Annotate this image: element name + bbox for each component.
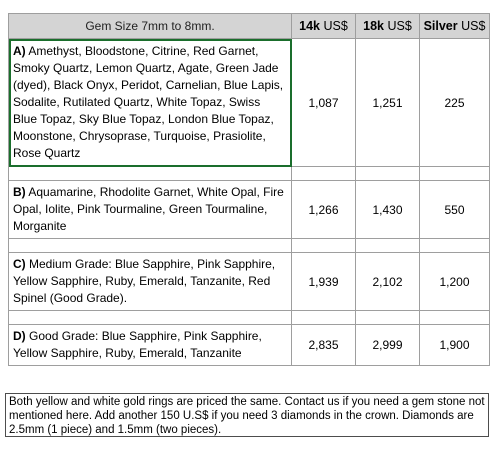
row-c-price-14k[interactable]: 1,939 [292, 253, 356, 311]
gem-size-header: Gem Size 7mm to 8mm. [9, 14, 292, 39]
row-a-price-14k[interactable]: 1,087 [292, 39, 356, 167]
row-a-description-cell[interactable] [9, 39, 292, 167]
header-silver [420, 14, 490, 39]
spacer-row [9, 311, 490, 325]
table-row-c [9, 253, 490, 311]
header-18k-unit: US$ [387, 19, 412, 33]
header-14k-metal: 14k [299, 19, 321, 33]
row-d-price-14k[interactable]: 2,835 [292, 325, 356, 366]
header-18k [356, 14, 420, 39]
table-row-b [9, 181, 490, 239]
row-c-description: Medium Grade: Blue Sapphire, Pink Sapphire, Yellow Sapphire, Ruby, Emerald, Tanzanite, Red Spinel (Good Grade). [13, 257, 276, 305]
row-b-price-14k[interactable]: 1,266 [292, 181, 356, 239]
table-header-row [9, 14, 490, 39]
header-silver-metal: Silver [423, 19, 458, 33]
price-table [8, 13, 490, 366]
spacer-row [9, 239, 490, 253]
spacer-row [9, 167, 490, 181]
header-18k-metal: 18k [363, 19, 385, 33]
row-a-price-silver[interactable]: 225 [420, 39, 490, 167]
header-silver-unit: US$ [461, 19, 486, 33]
row-b-description: Aquamarine, Rhodolite Garnet, White Opal, Fire Opal, Iolite, Pink Tourmaline, Green Tourmaline, Morganite [13, 185, 284, 233]
row-b-price-silver[interactable]: 550 [420, 181, 490, 239]
row-c-price-silver[interactable]: 1,200 [420, 253, 490, 311]
row-d-label: D) [13, 329, 26, 343]
row-d-price-18k[interactable]: 2,999 [356, 325, 420, 366]
header-14k-unit: US$ [323, 19, 348, 33]
table-row-d [9, 325, 490, 366]
table-row-a [9, 39, 490, 167]
header-14k [292, 14, 356, 39]
row-c-price-18k[interactable]: 2,102 [356, 253, 420, 311]
pricing-note[interactable]: Both yellow and white gold rings are priced the same. Contact us if you need a gem stone not mentioned here. Add another 150 U.S$ if you need 3 diamonds in the crown. Diamonds are 2.5mm (1 piece) and 1.5mm (two pieces). [5, 393, 489, 437]
row-a-price-18k[interactable]: 1,251 [356, 39, 420, 167]
row-c-description-cell[interactable] [9, 253, 292, 311]
row-d-price-silver[interactable]: 1,900 [420, 325, 490, 366]
row-b-price-18k[interactable]: 1,430 [356, 181, 420, 239]
row-d-description: Good Grade: Blue Sapphire, Pink Sapphire, Yellow Sapphire, Ruby, Emerald, Tanzanite [13, 329, 262, 360]
row-b-description-cell[interactable] [9, 181, 292, 239]
row-a-label: A) [13, 44, 26, 58]
row-b-label: B) [13, 185, 26, 199]
row-d-description-cell[interactable] [9, 325, 292, 366]
row-c-label: C) [13, 257, 26, 271]
row-a-description: Amethyst, Bloodstone, Citrine, Red Garnet, Smoky Quartz, Lemon Quartz, Agate, Green Jade (dyed), Black Onyx, Peridot, Carnelian, Blue Lapis, Sodalite, Rutilated Quartz, White Topaz, Swiss Blue Topaz, Sky Blue Topaz, London Blue Topaz, Moonstone, Chrysoprase, Turquoise, Prasiolite, Rose Quartz [13, 44, 284, 160]
